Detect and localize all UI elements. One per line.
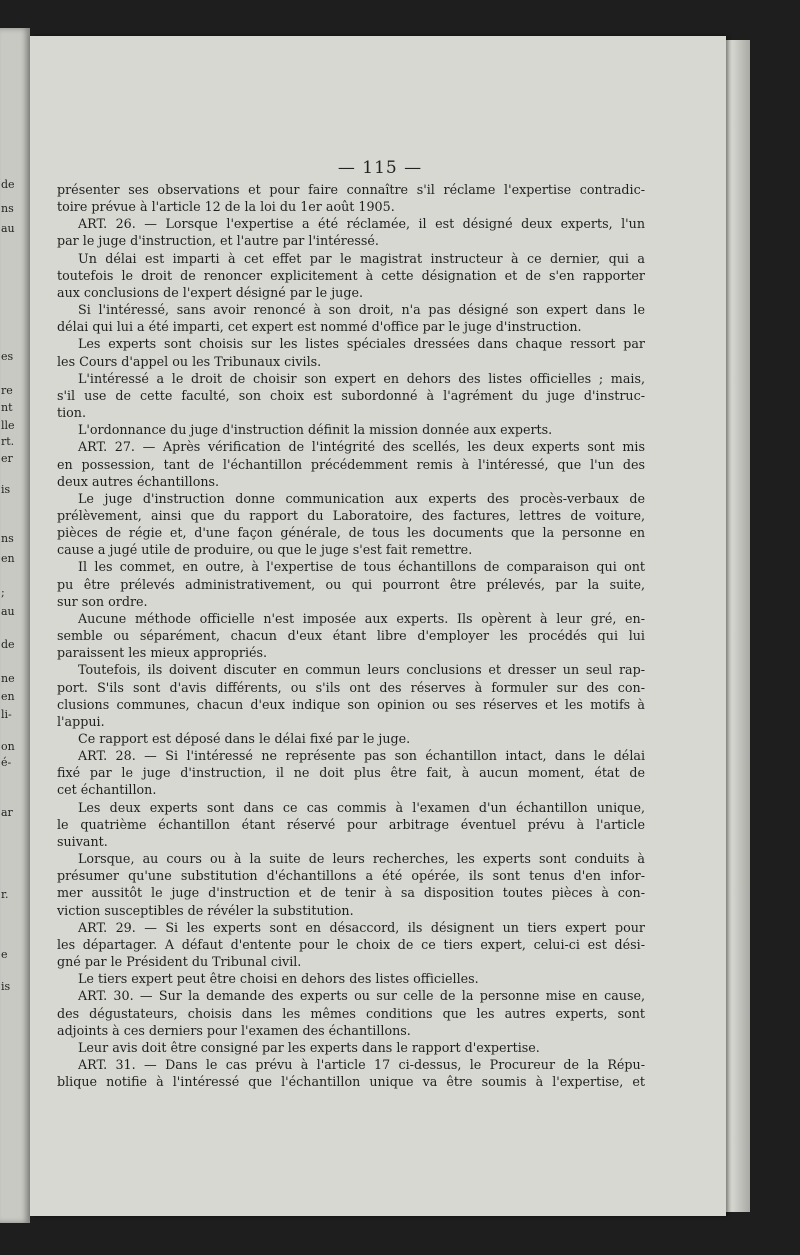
- text-line: les Cours d'appel ou les Tribunaux civils.: [57, 353, 322, 369]
- text-line: Les deux experts sont dans ce cas commis à l'examen d'un échantillon unique,: [78, 799, 645, 815]
- text-line: ART. 31. — Dans le cas prévu à l'article 17 ci-dessus, le Procureur de la Répu-: [78, 1056, 645, 1072]
- text-line: ART. 27. — Après vérification de l'intégrité des scellés, les deux experts sont mis: [78, 439, 645, 455]
- margin-fragment: r.: [1, 888, 9, 901]
- text-line: les départager. A défaut d'entente pour le choix de ce tiers expert, celui-ci est dési-: [57, 936, 645, 952]
- text-line: ART. 26. — Lorsque l'expertise a été réclamée, il est désigné deux experts, l'un: [78, 216, 645, 232]
- margin-fragment: is: [1, 483, 11, 496]
- text-line: cet échantillon.: [57, 782, 157, 798]
- text-line: Si l'intéressé, sans avoir renoncé à son droit, n'a pas désigné son expert dans le: [78, 302, 645, 318]
- margin-fragment: nt: [1, 401, 13, 414]
- text-line: cause a jugé utile de produire, ou que le juge s'est fait remettre.: [57, 542, 473, 558]
- margin-fragment: au: [1, 605, 15, 618]
- page-number: — 115 —: [337, 158, 423, 178]
- margin-fragment: ns: [1, 202, 14, 215]
- text-line: l'appui.: [57, 713, 105, 729]
- margin-fragment: ;: [1, 586, 5, 599]
- text-line: toire prévue à l'article 12 de la loi du 1er août 1905.: [57, 199, 395, 215]
- text-line: pu être prélevés administrativement, ou qui pourront être prélevés, par la suite,: [57, 576, 645, 592]
- previous-page-edge: [0, 28, 30, 1223]
- margin-fragment: es: [1, 350, 14, 363]
- page-text: [57, 181, 645, 1090]
- margin-fragment: en: [1, 690, 15, 703]
- text-line: Le juge d'instruction donne communication aux experts des procès-verbaux de: [78, 490, 645, 506]
- margin-fragment: de: [1, 638, 15, 651]
- text-line: gné par le Président du Tribunal civil.: [57, 954, 302, 970]
- text-line: tion.: [57, 405, 86, 421]
- text-line: port. S'ils sont d'avis différents, ou s'ils ont des réserves à formuler sur des con-: [57, 679, 645, 695]
- text-line: délai qui lui a été imparti, cet expert est nommé d'office par le juge d'instruction.: [57, 319, 582, 335]
- text-line: ART. 30. — Sur la demande des experts ou sur celle de la personne mise en cause,: [78, 988, 645, 1004]
- margin-fragment: é-: [1, 756, 12, 769]
- margin-fragment: is: [1, 980, 11, 993]
- text-line: toutefois le droit de renoncer explicitement à cette désignation et de s'en rapporter: [57, 267, 645, 283]
- text-line: sur son ordre.: [57, 593, 148, 609]
- margin-fragment: lle: [1, 419, 15, 432]
- text-line: aux conclusions de l'expert désigné par le juge.: [57, 284, 363, 300]
- margin-fragment: en: [1, 552, 15, 565]
- text-line: par le juge d'instruction, et l'autre par l'intéressé.: [57, 233, 379, 249]
- text-line: en possession, tant de l'échantillon précédemment remis à l'intéressé, que l'un des: [57, 456, 645, 472]
- text-line: deux autres échantillons.: [57, 473, 220, 489]
- text-line: fixé par le juge d'instruction, il ne doit plus être fait, à aucun moment, état de: [57, 765, 645, 781]
- text-line: Toutefois, ils doivent discuter en commun leurs conclusions et dresser un seul rap-: [78, 662, 645, 678]
- text-line: s'il use de cette faculté, son choix est subordonné à l'agrément du juge d'instruc-: [57, 387, 645, 403]
- text-line: prélèvement, ainsi que du rapport du Laboratoire, des factures, lettres de voiture,: [57, 507, 645, 523]
- text-line: L'ordonnance du juge d'instruction définit la mission donnée aux experts.: [78, 422, 553, 438]
- text-line: paraissent les mieux appropriés.: [57, 645, 268, 661]
- book-page: [30, 36, 726, 1216]
- text-line: Lorsque, au cours ou à la suite de leurs recherches, les experts sont conduits à: [78, 851, 645, 867]
- margin-fragment: de: [1, 178, 15, 191]
- margin-fragment: ne: [1, 672, 15, 685]
- text-line: pièces de régie et, d'une façon générale, de tous les documents que la personne en: [57, 525, 645, 541]
- margin-fragment: er: [1, 452, 13, 465]
- margin-fragment: e: [1, 948, 8, 961]
- margin-fragment: au: [1, 222, 15, 235]
- text-line: Aucune méthode officielle n'est imposée aux experts. Ils opèrent à leur gré, en-: [78, 610, 645, 626]
- text-line: mer aussitôt le juge d'instruction et de tenir à sa disposition toutes pièces à con-: [57, 885, 645, 901]
- text-line: Leur avis doit être consigné par les experts dans le rapport d'expertise.: [78, 1039, 540, 1055]
- text-line: Ce rapport est déposé dans le délai fixé par le juge.: [78, 731, 411, 746]
- margin-fragment: li-: [1, 708, 12, 721]
- text-line: L'intéressé a le droit de choisir son expert en dehors des listes officielles ; mais,: [78, 370, 645, 386]
- margin-fragment: on: [1, 740, 15, 753]
- text-line: blique notifie à l'intéressé que l'échantillon unique va être soumis à l'expertise, et: [57, 1074, 645, 1090]
- text-line: ART. 29. — Si les experts sont en désaccord, ils désignent un tiers expert pour: [78, 919, 645, 935]
- text-line: ART. 28. — Si l'intéressé ne représente pas son échantillon intact, dans le délai: [78, 748, 645, 764]
- text-line: semble ou séparément, chacun d'eux étant libre d'employer les procédés qui lui: [57, 628, 645, 644]
- text-line: Le tiers expert peut être choisi en dehors des listes officielles.: [78, 971, 479, 987]
- text-line: des dégustateurs, choisis dans les mêmes conditions que les autres experts, sont: [57, 1005, 645, 1021]
- text-line: le quatrième échantillon étant réservé pour arbitrage éventuel prévu à l'article: [57, 816, 645, 832]
- text-line: Les experts sont choisis sur les listes spéciales dressées dans chaque ressort par: [78, 336, 645, 352]
- margin-fragment: ar: [1, 806, 13, 819]
- margin-fragment: ns: [1, 532, 14, 545]
- text-line: viction susceptibles de révéler la substitution.: [57, 902, 354, 918]
- text-line: adjoints à ces derniers pour l'examen des échantillons.: [57, 1022, 411, 1038]
- text-line: présenter ses observations et pour faire connaître s'il réclame l'expertise contradic-: [57, 182, 645, 197]
- text-line: clusions communes, chacun d'eux indique son opinion ou ses réserves et les motifs à: [57, 696, 645, 712]
- margin-fragment: rt.: [1, 435, 15, 448]
- text-line: Il les commet, en outre, à l'expertise de tous échantillons de comparaison qui ont: [78, 559, 645, 575]
- text-line: suivant.: [57, 833, 108, 849]
- text-line: présumer qu'une substitution d'échantillons a été opérée, ils sont tenus d'en infor-: [57, 868, 645, 884]
- margin-fragment: re: [1, 384, 13, 397]
- text-line: Un délai est imparti à cet effet par le magistrat instructeur à ce dernier, qui a: [78, 250, 645, 266]
